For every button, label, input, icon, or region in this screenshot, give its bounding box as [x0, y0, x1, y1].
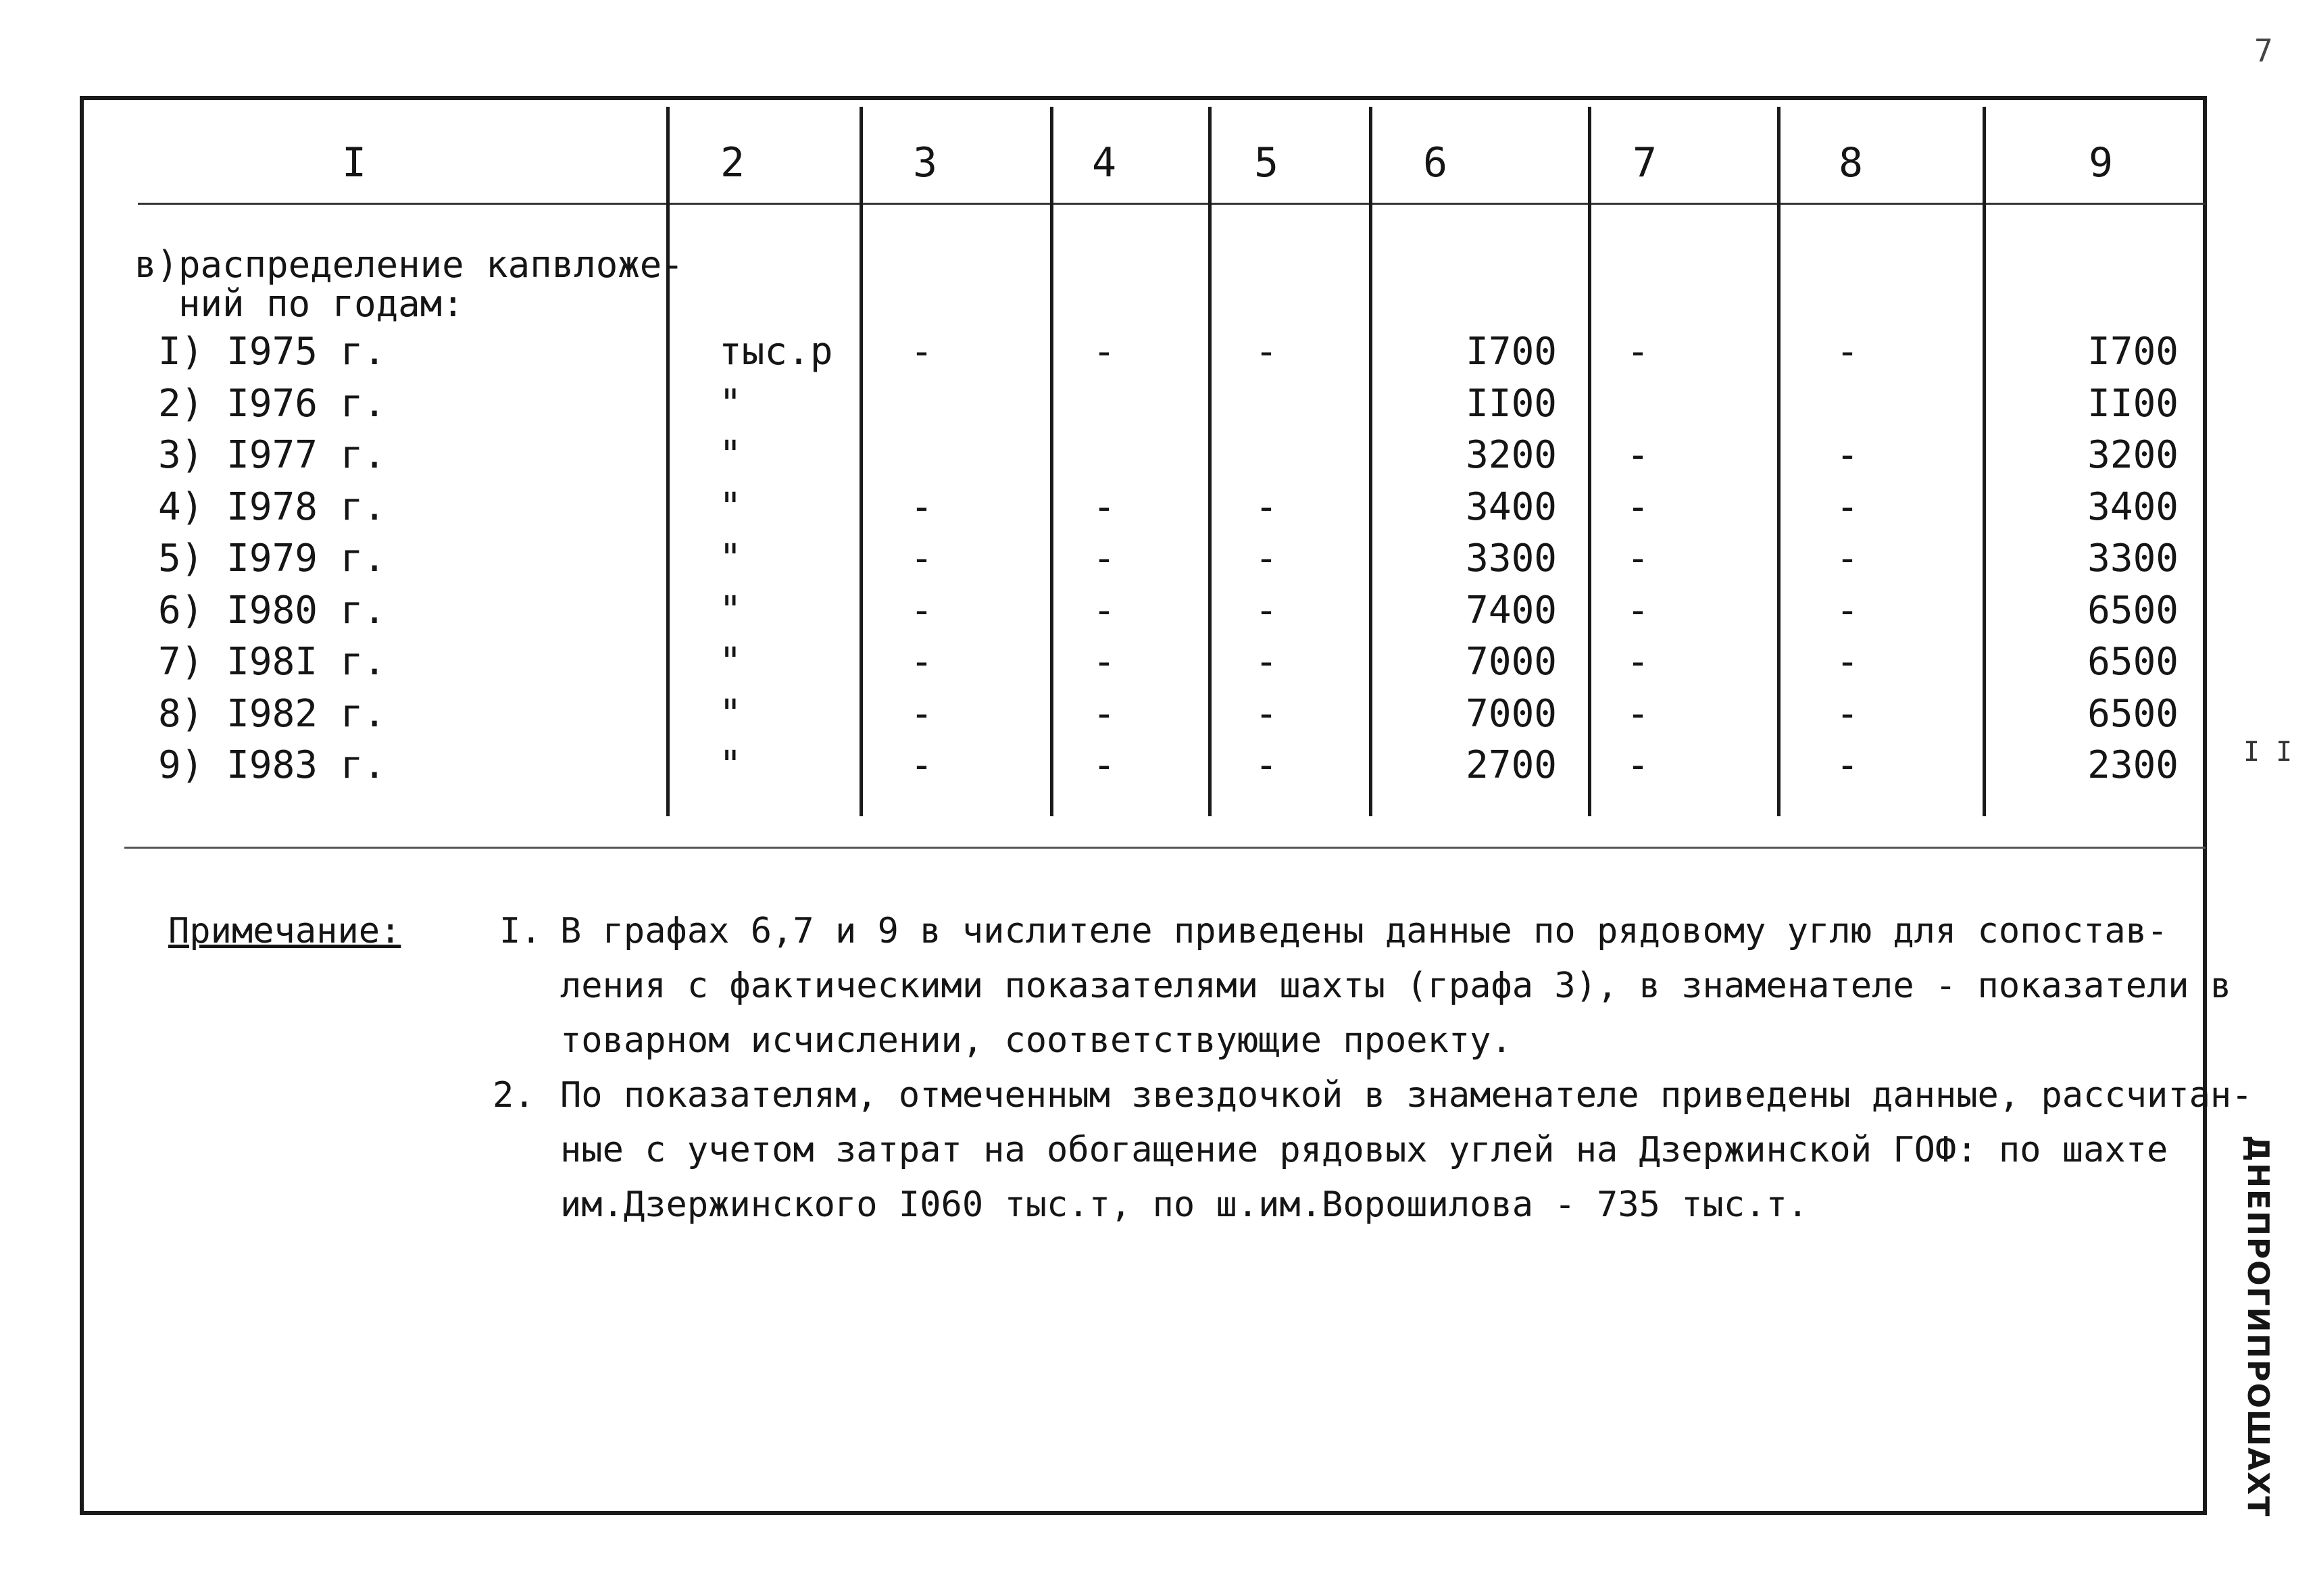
column-header-4: 4	[1091, 139, 1117, 186]
cell-c2: "	[719, 691, 742, 736]
investment-table	[84, 100, 2203, 955]
cell-c7: -	[1626, 743, 1649, 787]
cell-c2: "	[719, 433, 742, 477]
note-text-line: им.Дзержинского I060 тыс.т, по ш.им.Ворошилова - 735 тыс.т.	[560, 1184, 1809, 1225]
table-bottom-divider	[124, 847, 2206, 849]
cell-c7: -	[1626, 484, 1649, 529]
cell-c2: "	[719, 640, 742, 684]
cell-c3: -	[910, 588, 933, 632]
cell-c5: -	[1255, 330, 1278, 374]
cell-c6: 7400	[1466, 588, 1557, 632]
cell-c7: -	[1626, 433, 1649, 477]
cell-c6: I700	[1466, 330, 1557, 374]
cell-c6: 3200	[1466, 433, 1557, 477]
cell-c3: -	[910, 537, 933, 580]
cell-c3: -	[910, 743, 933, 787]
column-divider-4	[1208, 107, 1212, 816]
column-header-3: 3	[912, 139, 938, 186]
cell-c2: тыс.р	[719, 330, 833, 374]
cell-c8: -	[1836, 588, 1859, 632]
row-year-label: 2) I976 г.	[158, 381, 387, 426]
cell-c7: -	[1626, 537, 1649, 580]
cell-c6: 2700	[1466, 743, 1557, 787]
cell-c9: 6500	[2087, 691, 2179, 736]
cell-c5: -	[1255, 588, 1278, 632]
row-year-label: 4) I978 г.	[158, 484, 387, 529]
column-divider-2	[860, 107, 863, 816]
row-year-label: 5) I979 г.	[158, 537, 387, 580]
column-divider-1	[666, 107, 670, 816]
cell-c8: -	[1836, 743, 1859, 787]
cell-c4: -	[1093, 588, 1116, 632]
page-number: 7	[2254, 32, 2273, 69]
row-year-label: 7) I98I г.	[158, 640, 387, 684]
cell-c3: -	[910, 330, 933, 374]
column-header-1: I	[341, 139, 367, 186]
cell-c8: -	[1836, 640, 1859, 684]
cell-c2: "	[719, 743, 742, 787]
cell-c4: -	[1093, 484, 1116, 529]
cell-c2: "	[719, 588, 742, 632]
cell-c4: -	[1093, 537, 1116, 580]
header-divider	[138, 203, 2206, 205]
note-text-line: товарном исчислении, соответствующие проекту.	[560, 1020, 1512, 1061]
row-year-label: I) I975 г.	[158, 330, 387, 374]
column-divider-3	[1050, 107, 1053, 816]
cell-c9: 3400	[2087, 484, 2179, 529]
cell-c8: -	[1836, 691, 1859, 736]
note-number: 2.	[493, 1075, 535, 1116]
cell-c7: -	[1626, 330, 1649, 374]
cell-c4: -	[1093, 330, 1116, 374]
cell-c6: 3400	[1466, 484, 1557, 529]
cell-c9: 3300	[2087, 537, 2179, 580]
column-header-2: 2	[720, 139, 745, 186]
column-divider-8	[1983, 107, 1986, 816]
cell-c3: -	[910, 691, 933, 736]
column-divider-7	[1777, 107, 1781, 816]
column-divider-6	[1588, 107, 1591, 816]
cell-c2: "	[719, 381, 742, 426]
column-divider-5	[1369, 107, 1372, 816]
cell-c9: 2300	[2087, 743, 2179, 787]
column-header-8: 8	[1838, 139, 1864, 186]
cell-c7: -	[1626, 588, 1649, 632]
cell-c7: -	[1626, 691, 1649, 736]
cell-c6: II00	[1466, 381, 1557, 426]
cell-c9: 3200	[2087, 433, 2179, 477]
note-number: I.	[499, 911, 542, 951]
cell-c2: "	[719, 537, 742, 580]
column-header-7: 7	[1632, 139, 1658, 186]
notes-title: Примечание:	[168, 911, 401, 951]
cell-c6: 7000	[1466, 691, 1557, 736]
column-header-6: 6	[1422, 139, 1448, 186]
column-header-5: 5	[1253, 139, 1279, 186]
cell-c5: -	[1255, 640, 1278, 684]
cell-c4: -	[1093, 691, 1116, 736]
row-year-label: 8) I982 г.	[158, 691, 387, 736]
cell-c5: -	[1255, 484, 1278, 529]
note-text-line: В графах 6,7 и 9 в числителе приведены данные по рядовому углю для сопостав-	[560, 911, 2168, 951]
note-text-line: По показателям, отмеченным звездочкой в знаменателе приведены данные, рассчитан-	[560, 1075, 2253, 1116]
cell-c4: -	[1093, 640, 1116, 684]
cell-c2: "	[719, 484, 742, 529]
cell-c7: -	[1626, 640, 1649, 684]
cell-c9: 6500	[2087, 640, 2179, 684]
cell-c3: -	[910, 640, 933, 684]
cell-c9: II00	[2087, 381, 2179, 426]
cell-c8: -	[1836, 537, 1859, 580]
document-frame	[80, 96, 2253, 1515]
row-year-label: 3) I977 г.	[158, 433, 387, 477]
cell-c4: -	[1093, 743, 1116, 787]
row-year-label: 9) I983 г.	[158, 743, 387, 787]
cell-c8: -	[1836, 484, 1859, 529]
column-header-9: 9	[2088, 139, 2114, 186]
cell-c3: -	[910, 484, 933, 529]
cell-c5: -	[1255, 691, 1278, 736]
side-mark: I I	[2243, 737, 2293, 768]
row-year-label: 6) I980 г.	[158, 588, 387, 632]
cell-c9: I700	[2087, 330, 2179, 374]
note-text-line: ления с фактическими показателями шахты (графа 3), в знаменателе - показатели в	[560, 966, 2232, 1006]
cell-c6: 3300	[1466, 537, 1557, 580]
side-organization-label: ДНЕПРОГИПРОШАХТ	[2241, 1135, 2275, 1518]
cell-c5: -	[1255, 743, 1278, 787]
cell-c9: 6500	[2087, 588, 2179, 632]
cell-c5: -	[1255, 537, 1278, 580]
section-title: в)распределение капвложе- ний по годам:	[134, 243, 684, 325]
cell-c8: -	[1836, 330, 1859, 374]
cell-c8: -	[1836, 433, 1859, 477]
note-text-line: ные с учетом затрат на обогащение рядовых углей на Дзержинской ГОФ: по шахте	[560, 1130, 2168, 1170]
cell-c6: 7000	[1466, 640, 1557, 684]
